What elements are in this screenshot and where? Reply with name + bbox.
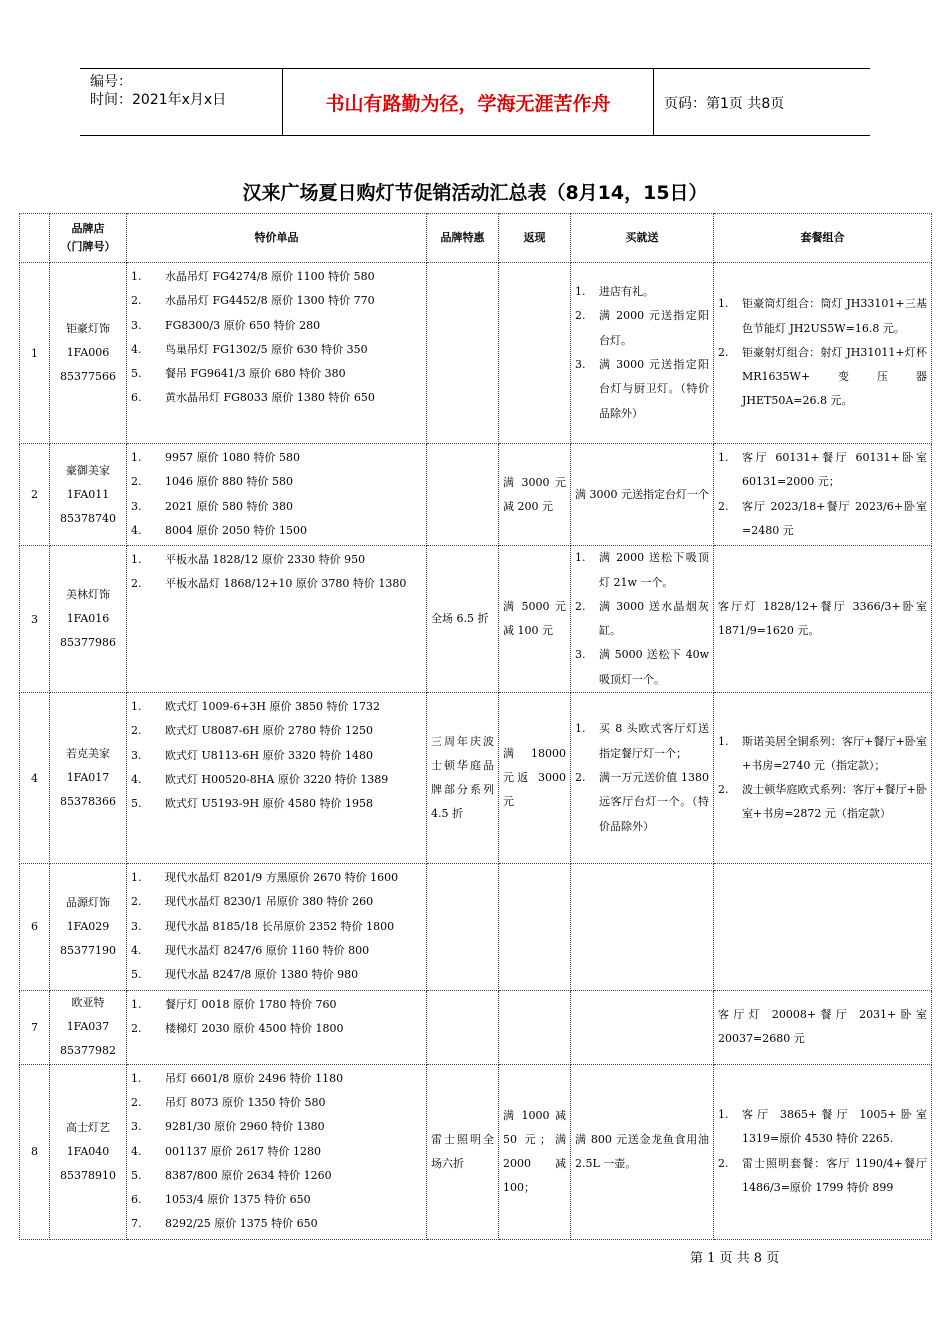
list-text: 欧式灯 H00520-8HA 原价 3220 特价 1389 bbox=[165, 773, 389, 787]
list-text: 波士顿华庭欧式系列：客厅+餐厅+卧室+书房=2872 元（指定款） bbox=[742, 783, 927, 821]
list-text: 进店有礼。 bbox=[599, 285, 654, 299]
list-number: 1. bbox=[131, 270, 142, 283]
list-number: 1. bbox=[575, 285, 586, 299]
shop-unit: 1FA011 bbox=[66, 487, 110, 501]
list-number: 2. bbox=[131, 475, 142, 489]
list-text: 水晶吊灯 FG4274/8 原价 1100 特价 580 bbox=[165, 270, 375, 283]
list-number: 2. bbox=[131, 895, 142, 909]
list-text: 吊灯 6601/8 原价 2496 特价 1180 bbox=[165, 1071, 344, 1085]
list-number: 4. bbox=[131, 773, 142, 787]
list-item bbox=[575, 353, 709, 426]
cashback-cell: 满 5000 元减 100 元 bbox=[499, 546, 571, 693]
list-number: 1. bbox=[718, 734, 729, 748]
list-number: 4. bbox=[131, 1144, 142, 1158]
list-item bbox=[718, 292, 927, 341]
list-number: 3. bbox=[131, 318, 142, 332]
list-item bbox=[718, 495, 927, 544]
combo-cell bbox=[714, 1064, 932, 1239]
list-item bbox=[131, 1091, 422, 1115]
cashback-cell bbox=[499, 864, 571, 990]
table-row bbox=[20, 990, 932, 1064]
shop-cell bbox=[50, 864, 127, 990]
list-item bbox=[131, 265, 422, 289]
numbered-list bbox=[131, 866, 422, 987]
shop-cell bbox=[50, 444, 127, 546]
special-items-cell bbox=[127, 990, 427, 1064]
list-item bbox=[131, 1212, 422, 1236]
list-item bbox=[718, 730, 927, 779]
list-number: 2. bbox=[131, 577, 142, 591]
list-text: 平板水晶 1828/12 原价 2330 特价 950 bbox=[165, 553, 366, 567]
numbered-list bbox=[131, 695, 422, 816]
list-item bbox=[131, 792, 422, 816]
list-number: 1. bbox=[131, 553, 142, 567]
list-text: 现代水晶 8247/8 原价 1380 特价 980 bbox=[165, 968, 359, 982]
shop-phone: 85378740 bbox=[60, 511, 116, 525]
list-number: 4. bbox=[131, 944, 142, 958]
shop-cell bbox=[50, 1064, 127, 1239]
numbered-list bbox=[575, 546, 709, 692]
list-number: 1. bbox=[131, 451, 142, 464]
list-text: 8292/25 原价 1375 特价 650 bbox=[165, 1217, 318, 1231]
combo-cell bbox=[714, 444, 932, 546]
brand-offer-cell bbox=[427, 990, 499, 1064]
list-item bbox=[131, 362, 422, 386]
list-item bbox=[131, 939, 422, 963]
brand-offer-cell: 三周年庆波士顿华庭品牌部分系列 4.5 折 bbox=[427, 693, 499, 864]
list-item bbox=[131, 744, 422, 768]
list-text: 欧式灯 U8087-6H 原价 2780 特价 1250 bbox=[165, 724, 374, 738]
list-text: 客厅 2023/18+餐厅 2023/6+卧室=2480 元 bbox=[742, 499, 927, 537]
table-header-row bbox=[20, 214, 932, 263]
list-item bbox=[131, 572, 422, 596]
list-text: 客厅 60131+餐厅 60131+卧室 60131=2000 元； bbox=[742, 451, 927, 489]
cashback-cell: 满 3000 元减 200 元 bbox=[499, 444, 571, 546]
numbered-list bbox=[718, 1103, 927, 1200]
row-number: 2 bbox=[20, 444, 50, 546]
list-number: 2. bbox=[575, 771, 586, 785]
gift-cell bbox=[571, 693, 714, 864]
list-item bbox=[718, 778, 927, 827]
list-text: 钜豪筒灯组合：筒灯 JH33101+三基色节能灯 JH2US5W=16.8 元。 bbox=[742, 297, 927, 335]
combo-cell bbox=[714, 263, 932, 444]
list-text: 满 2000 元送指定阳台灯。 bbox=[599, 309, 709, 347]
list-number: 2. bbox=[131, 724, 142, 738]
table-row bbox=[20, 546, 932, 693]
numbered-list bbox=[718, 730, 927, 827]
list-item bbox=[718, 1103, 927, 1152]
header-shop bbox=[50, 214, 127, 263]
list-number: 3. bbox=[575, 648, 586, 662]
shop-name: 品源灯饰 bbox=[66, 895, 110, 909]
list-item bbox=[131, 1140, 422, 1164]
row-number: 4 bbox=[20, 693, 50, 864]
numbered-list bbox=[575, 717, 709, 838]
shop-name: 若克美家 bbox=[66, 747, 110, 761]
list-number: 5. bbox=[131, 367, 142, 381]
list-text: 欧式灯 1009-6+3H 原价 3850 特价 1732 bbox=[165, 700, 380, 714]
list-item bbox=[131, 470, 422, 494]
shop-phone: 85378366 bbox=[60, 795, 116, 809]
list-number: 6. bbox=[131, 1193, 142, 1207]
row-number: 7 bbox=[20, 990, 50, 1064]
header-cashback: 返现 bbox=[499, 214, 571, 263]
list-text: 斯诺美居全铜系列：客厅+餐厅+卧室+书房=2740 元（指定款）； bbox=[742, 734, 927, 772]
table-row bbox=[20, 1064, 932, 1239]
list-number: 6. bbox=[131, 391, 142, 405]
list-number: 1. bbox=[575, 551, 586, 565]
header-brand: 品牌特惠 bbox=[427, 214, 499, 263]
list-text: 9957 原价 1080 特价 580 bbox=[165, 451, 300, 464]
gift-cell: 满 3000 元送指定台灯一个 bbox=[571, 444, 714, 546]
list-text: 满 3000 送水晶烟灰缸。 bbox=[599, 599, 709, 638]
header-no bbox=[20, 214, 50, 263]
list-item bbox=[575, 280, 709, 304]
list-number: 2. bbox=[718, 783, 729, 797]
numbered-list bbox=[131, 1067, 422, 1237]
list-text: 现代水晶灯 8201/9 方黑原价 2670 特价 1600 bbox=[165, 871, 399, 885]
page-header bbox=[80, 68, 870, 136]
list-item bbox=[718, 341, 927, 414]
list-item bbox=[575, 643, 709, 692]
shop-name: 钜豪灯饰 bbox=[66, 322, 110, 335]
list-number: 1. bbox=[718, 451, 729, 464]
list-number: 2. bbox=[575, 599, 586, 613]
list-item bbox=[131, 386, 422, 410]
list-item bbox=[575, 546, 709, 595]
header-shop-line2: （门牌号） bbox=[60, 240, 116, 253]
list-text: 平板水晶灯 1868/12+10 原价 3780 特价 1380 bbox=[165, 577, 407, 591]
shop-unit: 1FA040 bbox=[66, 1144, 110, 1158]
list-number: 5. bbox=[131, 797, 142, 811]
list-text: 2021 原价 580 特价 380 bbox=[165, 499, 293, 513]
numbered-list bbox=[131, 548, 422, 597]
list-item bbox=[575, 717, 709, 766]
list-number: 3. bbox=[131, 1120, 142, 1134]
list-item bbox=[131, 495, 422, 519]
list-item bbox=[131, 338, 422, 362]
list-text: 满 3000 元送指定阳台灯与厨卫灯。（特价品除外） bbox=[599, 358, 709, 420]
shop-unit: 1FA016 bbox=[66, 612, 110, 626]
list-number: 7. bbox=[131, 1217, 142, 1231]
list-text: 8387/800 原价 2634 特价 1260 bbox=[165, 1168, 332, 1182]
list-item bbox=[131, 1164, 422, 1188]
list-text: 满 5000 送松下 40w 吸顶灯一个。 bbox=[599, 648, 709, 686]
list-text: 现代水晶灯 8247/6 原价 1160 特价 800 bbox=[165, 944, 370, 958]
code-label: 编号： bbox=[90, 74, 132, 90]
table-row bbox=[20, 864, 932, 990]
list-text: 满 2000 送松下吸顶灯 21w 一个。 bbox=[599, 551, 709, 589]
list-item bbox=[131, 1188, 422, 1212]
shop-unit: 1FA006 bbox=[66, 346, 110, 359]
brand-offer-cell bbox=[427, 864, 499, 990]
list-text: 餐厅灯 0018 原价 1780 特价 760 bbox=[165, 997, 337, 1011]
list-number: 2. bbox=[131, 1095, 142, 1109]
list-item bbox=[131, 695, 422, 719]
list-item bbox=[718, 1152, 927, 1201]
list-number: 1. bbox=[131, 700, 142, 714]
list-text: 欧式灯 U8113-6H 原价 3320 特价 1480 bbox=[165, 748, 374, 762]
list-item bbox=[131, 1067, 422, 1091]
header-gift: 买就送 bbox=[571, 214, 714, 263]
document-title: 汉来广场夏日购灯节促销活动汇总表（8月14，15日） bbox=[242, 182, 708, 204]
list-item bbox=[131, 890, 422, 914]
shop-unit: 1FA017 bbox=[66, 771, 110, 785]
list-text: 8004 原价 2050 特价 1500 bbox=[165, 523, 307, 537]
numbered-list bbox=[131, 265, 422, 411]
list-text: 9281/30 原价 2960 特价 1380 bbox=[165, 1120, 325, 1134]
promotion-table bbox=[19, 213, 932, 1240]
gift-cell bbox=[571, 546, 714, 693]
combo-cell: 客厅灯 20008+餐厅 2031+卧室 20037=2680 元 bbox=[714, 990, 932, 1064]
list-number: 2. bbox=[718, 499, 729, 513]
row-number: 6 bbox=[20, 864, 50, 990]
list-text: 满一万元送价值 1380 远客厅台灯一个。（特价品除外） bbox=[599, 771, 709, 833]
list-number: 1. bbox=[131, 871, 142, 885]
shop-phone: 85377190 bbox=[60, 943, 116, 957]
list-number: 1. bbox=[718, 297, 729, 311]
gift-cell: 满 800 元送金龙鱼食用油 2.5L 一壶。 bbox=[571, 1064, 714, 1239]
special-items-cell bbox=[127, 864, 427, 990]
list-text: 雷士照明套餐：客厅 1190/4+餐厅 1486/3=原价 1799 特价 899 bbox=[742, 1156, 927, 1194]
special-items-cell bbox=[127, 1064, 427, 1239]
numbered-list bbox=[131, 993, 422, 1042]
list-text: 现代水晶 8185/18 长吊原价 2352 特价 1800 bbox=[165, 919, 395, 933]
list-text: 001137 原价 2617 特价 1280 bbox=[165, 1144, 321, 1158]
list-number: 1. bbox=[575, 722, 586, 736]
shop-phone: 85377982 bbox=[60, 1044, 116, 1058]
numbered-list bbox=[131, 446, 422, 543]
shop-unit: 1FA037 bbox=[66, 1020, 110, 1034]
shop-name: 欧亚特 bbox=[71, 996, 105, 1010]
list-item bbox=[718, 446, 927, 495]
list-item bbox=[131, 519, 422, 543]
list-number: 2. bbox=[131, 294, 142, 308]
list-number: 2. bbox=[131, 1021, 142, 1035]
list-number: 5. bbox=[131, 968, 142, 982]
row-number: 1 bbox=[20, 263, 50, 444]
list-number: 4. bbox=[131, 342, 142, 356]
list-item bbox=[575, 766, 709, 839]
header-meta bbox=[80, 69, 282, 136]
header-shop-line1: 品牌店 bbox=[71, 222, 105, 235]
list-text: 吊灯 8073 原价 1350 特价 580 bbox=[165, 1095, 326, 1109]
list-item bbox=[131, 915, 422, 939]
list-item bbox=[131, 446, 422, 470]
list-number: 2. bbox=[718, 1156, 729, 1170]
table-body bbox=[20, 263, 932, 1240]
shop-unit: 1FA029 bbox=[66, 919, 110, 933]
list-text: 现代水晶灯 8230/1 吊原价 380 特价 260 bbox=[165, 895, 374, 909]
list-text: 餐吊 FG9641/3 原价 680 特价 380 bbox=[165, 367, 346, 381]
list-item bbox=[575, 304, 709, 353]
list-text: 买 8 头欧式客厅灯送指定餐厅灯一个； bbox=[599, 722, 709, 760]
shop-cell bbox=[50, 693, 127, 864]
numbered-list bbox=[718, 446, 927, 543]
cashback-cell: 满 18000 元返 3000 元 bbox=[499, 693, 571, 864]
list-number: 2. bbox=[718, 345, 729, 359]
list-item bbox=[131, 719, 422, 743]
numbered-list bbox=[718, 292, 927, 413]
combo-cell bbox=[714, 864, 932, 990]
combo-cell: 客厅灯 1828/12+餐厅 3366/3+卧室 1871/9=1620 元。 bbox=[714, 546, 932, 693]
list-text: 水晶吊灯 FG4452/8 原价 1300 特价 770 bbox=[165, 294, 375, 308]
list-item bbox=[575, 595, 709, 644]
shop-phone: 85377986 bbox=[60, 636, 116, 650]
list-item bbox=[131, 548, 422, 572]
list-number: 1. bbox=[131, 997, 142, 1011]
special-items-cell bbox=[127, 693, 427, 864]
special-items-cell bbox=[127, 546, 427, 693]
list-text: 1053/4 原价 1375 特价 650 bbox=[165, 1193, 311, 1207]
list-text: 钜豪射灯组合：射灯 JH31011+灯杯 MR1635W+变压器 JHET50A=26.8 元。 bbox=[742, 345, 927, 408]
combo-cell bbox=[714, 693, 932, 864]
list-text: 黄水晶吊灯 FG8033 原价 1380 特价 650 bbox=[165, 391, 375, 405]
list-item bbox=[131, 866, 422, 890]
list-number: 1. bbox=[718, 1108, 729, 1122]
list-text: FG8300/3 原价 650 特价 280 bbox=[165, 318, 321, 332]
list-number: 2. bbox=[575, 309, 586, 323]
row-number: 3 bbox=[20, 546, 50, 693]
header-motto: 书山有路勤为径，学海无涯苦作舟 bbox=[282, 69, 654, 136]
page-footer: 第 1 页 共 8 页 bbox=[690, 1251, 780, 1266]
list-number: 3. bbox=[131, 919, 142, 933]
header-special: 特价单品 bbox=[127, 214, 427, 263]
shop-name: 高士灯艺 bbox=[66, 1120, 110, 1134]
list-number: 3. bbox=[575, 358, 586, 371]
list-text: 鸟巢吊灯 FG1302/5 原价 630 特价 350 bbox=[165, 342, 368, 356]
list-text: 欧式灯 U5193-9H 原价 4580 特价 1958 bbox=[165, 797, 374, 811]
shop-cell bbox=[50, 546, 127, 693]
list-item bbox=[131, 289, 422, 313]
table-row bbox=[20, 263, 932, 444]
list-number: 5. bbox=[131, 1168, 142, 1182]
special-items-cell bbox=[127, 444, 427, 546]
list-number: 3. bbox=[131, 499, 142, 513]
time-label: 时间：2021年x月x日 bbox=[90, 92, 227, 108]
gift-cell bbox=[571, 263, 714, 444]
shop-name: 美林灯饰 bbox=[66, 588, 110, 602]
list-item bbox=[131, 1017, 422, 1041]
cashback-cell bbox=[499, 263, 571, 444]
row-number: 8 bbox=[20, 1064, 50, 1239]
list-item bbox=[131, 768, 422, 792]
list-item bbox=[131, 314, 422, 338]
table-row bbox=[20, 444, 932, 546]
shop-phone: 85378910 bbox=[60, 1168, 116, 1182]
list-item bbox=[131, 963, 422, 987]
shop-phone: 85377566 bbox=[60, 370, 116, 383]
header-page-label: 页码：第1页 共8页 bbox=[664, 95, 785, 112]
list-item bbox=[131, 993, 422, 1017]
list-item bbox=[131, 1115, 422, 1139]
brand-offer-cell: 雷士照明全场六折 bbox=[427, 1064, 499, 1239]
gift-cell bbox=[571, 864, 714, 990]
shop-cell bbox=[50, 990, 127, 1064]
list-text: 1046 原价 880 特价 580 bbox=[165, 475, 293, 489]
brand-offer-cell: 全场 6.5 折 bbox=[427, 546, 499, 693]
gift-cell bbox=[571, 990, 714, 1064]
special-items-cell bbox=[127, 263, 427, 444]
table-row bbox=[20, 693, 932, 864]
cashback-cell: 满 1000 减 50 元；满 2000 减 100； bbox=[499, 1064, 571, 1239]
list-number: 4. bbox=[131, 523, 142, 537]
brand-offer-cell bbox=[427, 444, 499, 546]
list-number: 1. bbox=[131, 1071, 142, 1085]
header-combo: 套餐组合 bbox=[714, 214, 932, 263]
shop-name: 豪御美家 bbox=[66, 463, 110, 477]
list-number: 3. bbox=[131, 748, 142, 762]
brand-offer-cell bbox=[427, 263, 499, 444]
list-text: 客厅 3865+餐厅 1005+卧室 1319=原价 4530 特价 2265. bbox=[742, 1108, 927, 1146]
cashback-cell bbox=[499, 990, 571, 1064]
numbered-list bbox=[575, 280, 709, 426]
shop-cell bbox=[50, 263, 127, 444]
list-text: 楼梯灯 2030 原价 4500 特价 1800 bbox=[165, 1021, 344, 1035]
